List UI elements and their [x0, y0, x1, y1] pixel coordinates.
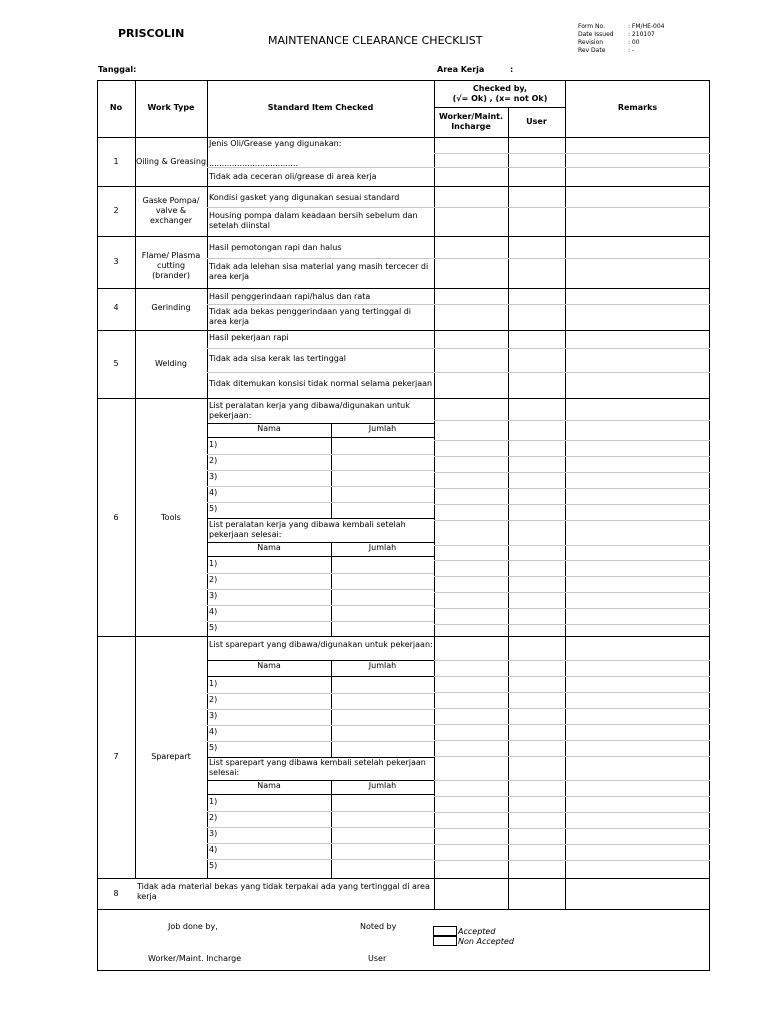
- sub-row-number: 5): [209, 623, 218, 632]
- check-row-rule: [434, 624, 710, 625]
- form-no-value: : FM/HE-004: [628, 23, 665, 30]
- row4-item1: Hasil penggerindaan rapi/halus dan rata: [209, 292, 371, 301]
- col-remarks-header: Remarks: [617, 103, 658, 112]
- check-row-rule: [434, 812, 710, 813]
- rule: [434, 80, 435, 909]
- col-no-header: No: [109, 103, 123, 112]
- rule: [207, 794, 434, 795]
- col-worker-header: Worker/Maint. Incharge: [438, 112, 504, 131]
- rule: [207, 470, 434, 471]
- check-row-rule: [434, 756, 710, 757]
- row3-worktype: Flame/ Plasma cutting (brander): [141, 251, 201, 280]
- check-row-rule: [434, 724, 710, 725]
- accepted-label: Accepted: [458, 927, 496, 936]
- check-row-rule: [434, 456, 710, 457]
- rule: [207, 859, 434, 860]
- rev-date-label: Rev Date: [578, 47, 606, 54]
- rule: [207, 605, 434, 606]
- sub-row-number: 1): [209, 559, 218, 568]
- sub-row-number: 1): [209, 679, 218, 688]
- check-row-rule: [434, 258, 710, 259]
- jumlah-header: Jumlah: [368, 781, 397, 790]
- date-issued-value: : 210107: [628, 31, 655, 38]
- row4-item2: Tidak ada bekas penggerindaan yang tertinggal di area kerja: [209, 307, 412, 326]
- nama-header: Nama: [257, 781, 281, 790]
- row5-no: 5: [113, 359, 119, 368]
- rule: [97, 878, 710, 879]
- revision-value: : 00: [628, 39, 640, 46]
- rule: [331, 780, 332, 878]
- row4-worktype: Gerinding: [151, 303, 191, 312]
- rule: [207, 80, 208, 878]
- rule: [97, 288, 710, 289]
- check-row-rule: [434, 440, 710, 441]
- check-row-rule: [434, 420, 710, 421]
- check-row-rule: [434, 780, 710, 781]
- form-no-label: Form No.: [578, 23, 605, 30]
- row6-worktype: Tools: [161, 513, 181, 522]
- rule: [207, 843, 434, 844]
- jumlah-header: Jumlah: [368, 661, 397, 670]
- check-row-rule: [434, 304, 710, 305]
- row3-item2: Tidak ada lelehan sisa material yang masih tercecer di area kerja: [209, 262, 429, 281]
- row2-worktype: Gaske Pompa/ valve & exchanger: [142, 196, 200, 225]
- check-row-rule: [434, 153, 710, 154]
- row8-no: 8: [113, 889, 119, 898]
- check-row-rule: [434, 828, 710, 829]
- date-issued-label: Date Issued: [578, 31, 614, 38]
- rule: [207, 741, 434, 742]
- rule: [207, 454, 434, 455]
- rule: [434, 107, 566, 108]
- sub-row-number: 4): [209, 845, 218, 854]
- sub-row-number: 3): [209, 829, 218, 838]
- non-accepted-label: Non Accepted: [458, 937, 514, 946]
- row7-list-used-label: List sparepart yang dibawa/digunakan untuk pekerjaan:: [209, 640, 433, 649]
- rule: [207, 589, 434, 590]
- rule: [207, 486, 434, 487]
- rev-date-value: : -: [628, 47, 635, 54]
- rule: [97, 186, 710, 187]
- nama-header: Nama: [257, 543, 281, 552]
- check-row-rule: [434, 692, 710, 693]
- row1-item1-blank: ...................................: [209, 159, 299, 168]
- rule: [97, 80, 566, 81]
- rule: [207, 573, 434, 574]
- area-kerja-label: Area Kerja: [437, 65, 485, 74]
- job-done-label: Job done by,: [168, 922, 218, 931]
- sub-row-number: 3): [209, 591, 218, 600]
- jumlah-header: Jumlah: [368, 543, 397, 552]
- row5-item2: Tidak ada sisa kerak las tertinggal: [209, 354, 346, 363]
- user-signature-label: User: [368, 954, 387, 963]
- check-row-rule: [434, 167, 710, 168]
- checked-legend: (√= Ok) , (x= not Ok): [452, 94, 548, 103]
- rule: [207, 621, 434, 622]
- rule: [207, 676, 434, 677]
- form-title: MAINTENANCE CLEARANCE CHECKLIST: [268, 34, 483, 47]
- rule: [207, 827, 434, 828]
- row4-no: 4: [113, 303, 119, 312]
- row7-worktype: Sparepart: [151, 752, 191, 761]
- accepted-checkbox[interactable]: [433, 926, 457, 936]
- row2-no: 2: [113, 206, 119, 215]
- sub-row-number: 5): [209, 743, 218, 752]
- company-name: PRISCOLIN: [118, 27, 185, 40]
- row7-list-returned-label: List sparepart yang dibawa kembali setelah pekerjaan selesai:: [209, 758, 426, 777]
- row1-item1: Jenis Oli/Grease yang digunakan:: [209, 139, 342, 148]
- noted-by-label: Noted by: [360, 922, 397, 931]
- revision-label: Revision: [578, 39, 604, 46]
- row2-item1: Kondisi gasket yang digunakan sesuai standard: [209, 193, 400, 202]
- rule: [207, 502, 434, 503]
- check-row-rule: [434, 472, 710, 473]
- check-row-rule: [434, 504, 710, 505]
- rule: [207, 518, 434, 519]
- sub-row-number: 4): [209, 607, 218, 616]
- rule: [508, 107, 509, 909]
- sub-row-number: 2): [209, 575, 218, 584]
- rule: [566, 80, 710, 81]
- row2-item2: Housing pompa dalam keadaan bersih sebelum dan setelah diinstal: [209, 211, 418, 230]
- check-row-rule: [434, 520, 710, 521]
- row6-no: 6: [113, 513, 119, 522]
- col-worktype-header: Work Type: [147, 103, 195, 112]
- row7-no: 7: [113, 752, 119, 761]
- check-row-rule: [434, 545, 710, 546]
- check-row-rule: [434, 660, 710, 661]
- check-row-rule: [434, 608, 710, 609]
- nama-header: Nama: [257, 661, 281, 670]
- row5-item3: Tidak ditemukan konsisi tidak normal selama pekerjaan: [209, 379, 433, 388]
- sub-row-number: 2): [209, 456, 218, 465]
- col-user-header: User: [526, 117, 547, 126]
- rule: [97, 236, 710, 237]
- non-accepted-checkbox[interactable]: [433, 936, 457, 946]
- row5-item1: Hasil pekerjaan rapi: [209, 333, 289, 342]
- row6-list-returned-label: List peralatan kerja yang dibawa kembali setelah pekerjaan selesai:: [209, 520, 406, 539]
- rule: [207, 811, 434, 812]
- rule: [97, 398, 710, 399]
- row8-item: Tidak ada material bekas yang tidak terpakai ada yang tertinggal di area kerja: [137, 882, 430, 901]
- rule: [207, 757, 434, 758]
- sub-row-number: 1): [209, 797, 218, 806]
- check-row-rule: [434, 740, 710, 741]
- row1-worktype: Oiling & Greasing: [135, 157, 207, 166]
- rule: [207, 693, 434, 694]
- rule: [97, 137, 710, 138]
- check-row-rule: [434, 576, 710, 577]
- sub-row-number: 3): [209, 711, 218, 720]
- nama-header: Nama: [257, 424, 281, 433]
- area-kerja-colon: :: [510, 65, 514, 74]
- sub-row-number: 4): [209, 488, 218, 497]
- check-row-rule: [434, 860, 710, 861]
- check-row-rule: [434, 488, 710, 489]
- row1-no: 1: [113, 157, 119, 166]
- sub-row-number: 2): [209, 695, 218, 704]
- check-row-rule: [434, 592, 710, 593]
- row5-worktype: Welding: [154, 359, 188, 368]
- row3-no: 3: [113, 257, 119, 266]
- rule: [207, 437, 434, 438]
- sub-row-number: 5): [209, 861, 218, 870]
- rule: [565, 80, 566, 909]
- rule: [709, 80, 710, 971]
- rule: [207, 709, 434, 710]
- check-row-rule: [434, 844, 710, 845]
- check-row-rule: [434, 560, 710, 561]
- check-row-rule: [434, 708, 710, 709]
- row1-item2: Tidak ada ceceran oli/grease di area kerja: [209, 172, 377, 181]
- checked-by-header: Checked by,: [472, 84, 528, 93]
- rule: [97, 636, 710, 637]
- sub-row-number: 1): [209, 440, 218, 449]
- check-row-rule: [434, 207, 710, 208]
- sub-row-number: 3): [209, 472, 218, 481]
- col-standard-header: Standard Item Checked: [267, 103, 374, 112]
- rule: [207, 556, 434, 557]
- rule: [207, 725, 434, 726]
- sub-row-number: 4): [209, 727, 218, 736]
- row6-list-taken-label: List peralatan kerja yang dibawa/digunakan untuk pekerjaan:: [209, 401, 410, 420]
- check-row-rule: [434, 676, 710, 677]
- check-row-rule: [434, 372, 710, 373]
- tanggal-label: Tanggal:: [98, 65, 137, 74]
- rule: [97, 909, 710, 910]
- worker-signature-label: Worker/Maint. Incharge: [148, 954, 242, 963]
- rule: [97, 970, 710, 971]
- sub-row-number: 5): [209, 504, 218, 513]
- sub-row-number: 2): [209, 813, 218, 822]
- check-row-rule: [434, 348, 710, 349]
- row3-item1: Hasil pemotongan rapi dan halus: [209, 243, 342, 252]
- jumlah-header: Jumlah: [368, 424, 397, 433]
- check-row-rule: [434, 796, 710, 797]
- rule: [97, 330, 710, 331]
